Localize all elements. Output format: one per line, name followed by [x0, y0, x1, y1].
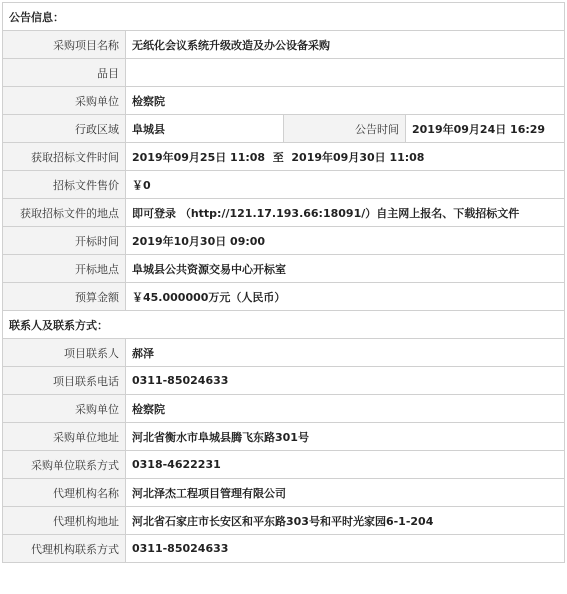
table-row — [3, 87, 565, 115]
agency-phone-value: 0311-85024633 — [126, 535, 565, 563]
table-row — [3, 115, 565, 143]
open-place-value: 阜城县公共资源交易中心开标室 — [126, 255, 565, 283]
table-row — [3, 283, 565, 311]
open-place-label: 开标地点 — [3, 255, 126, 283]
table-row — [3, 31, 565, 59]
table-row — [3, 451, 565, 479]
item-value — [126, 59, 565, 87]
doc-price-value: ￥0 — [126, 171, 565, 199]
table-row — [3, 227, 565, 255]
table-row — [3, 171, 565, 199]
get-doc-place-value[interactable]: 即可登录 （http://121.17.193.66:18091/）自主网上报名、下载招标文件 — [126, 199, 565, 227]
project-phone-value: 0311-85024633 — [126, 367, 565, 395]
contact-purchaser-label: 采购单位 — [3, 395, 126, 423]
purchaser-value: 检察院 — [126, 87, 565, 115]
agency-address-label: 代理机构地址 — [3, 507, 126, 535]
item-label: 品目 — [3, 59, 126, 87]
table-row — [3, 199, 565, 227]
budget-value: ￥45.000000万元（人民币） — [126, 283, 565, 311]
project-phone-label: 项目联系电话 — [3, 367, 126, 395]
project-name-label: 采购项目名称 — [3, 31, 126, 59]
purchaser-label: 采购单位 — [3, 87, 126, 115]
table-row — [3, 395, 565, 423]
agency-name-value: 河北泽杰工程项目管理有限公司 — [126, 479, 565, 507]
table-row — [3, 507, 565, 535]
contact-purchaser-value: 检察院 — [126, 395, 565, 423]
table-row — [3, 255, 565, 283]
table-row — [3, 367, 565, 395]
region-value: 阜城县 — [126, 115, 284, 143]
table-row — [3, 479, 565, 507]
budget-label: 预算金额 — [3, 283, 126, 311]
agency-name-label: 代理机构名称 — [3, 479, 126, 507]
announcement-table — [2, 2, 565, 563]
doc-price-label: 招标文件售价 — [3, 171, 126, 199]
open-time-label: 开标时间 — [3, 227, 126, 255]
get-doc-time-value: 2019年09月25日 11:08 至 2019年09月30日 11:08 — [126, 143, 565, 171]
region-label: 行政区域 — [3, 115, 126, 143]
get-doc-time-label: 获取招标文件时间 — [3, 143, 126, 171]
section-title-announcement: 公告信息： — [3, 3, 565, 31]
agency-address-value: 河北省石家庄市长安区和平东路303号和平时光家园6-1-204 — [126, 507, 565, 535]
purchaser-phone-label: 采购单位联系方式 — [3, 451, 126, 479]
table-row — [3, 535, 565, 563]
table-row — [3, 143, 565, 171]
table-row — [3, 423, 565, 451]
project-contact-value: 郝泽 — [126, 339, 565, 367]
section-row-announcement — [3, 3, 565, 31]
agency-phone-label: 代理机构联系方式 — [3, 535, 126, 563]
publish-time-value: 2019年09月24日 16:29 — [406, 115, 565, 143]
purchaser-address-value: 河北省衡水市阜城县腾飞东路301号 — [126, 423, 565, 451]
purchaser-phone-value: 0318-4622231 — [126, 451, 565, 479]
table-row — [3, 339, 565, 367]
purchaser-address-label: 采购单位地址 — [3, 423, 126, 451]
project-name-value: 无纸化会议系统升级改造及办公设备采购 — [126, 31, 565, 59]
table-row — [3, 59, 565, 87]
section-row-contact — [3, 311, 565, 339]
get-doc-place-label: 获取招标文件的地点 — [3, 199, 126, 227]
publish-time-label: 公告时间 — [284, 115, 406, 143]
open-time-value: 2019年10月30日 09:00 — [126, 227, 565, 255]
section-title-contact: 联系人及联系方式： — [3, 311, 565, 339]
project-contact-label: 项目联系人 — [3, 339, 126, 367]
